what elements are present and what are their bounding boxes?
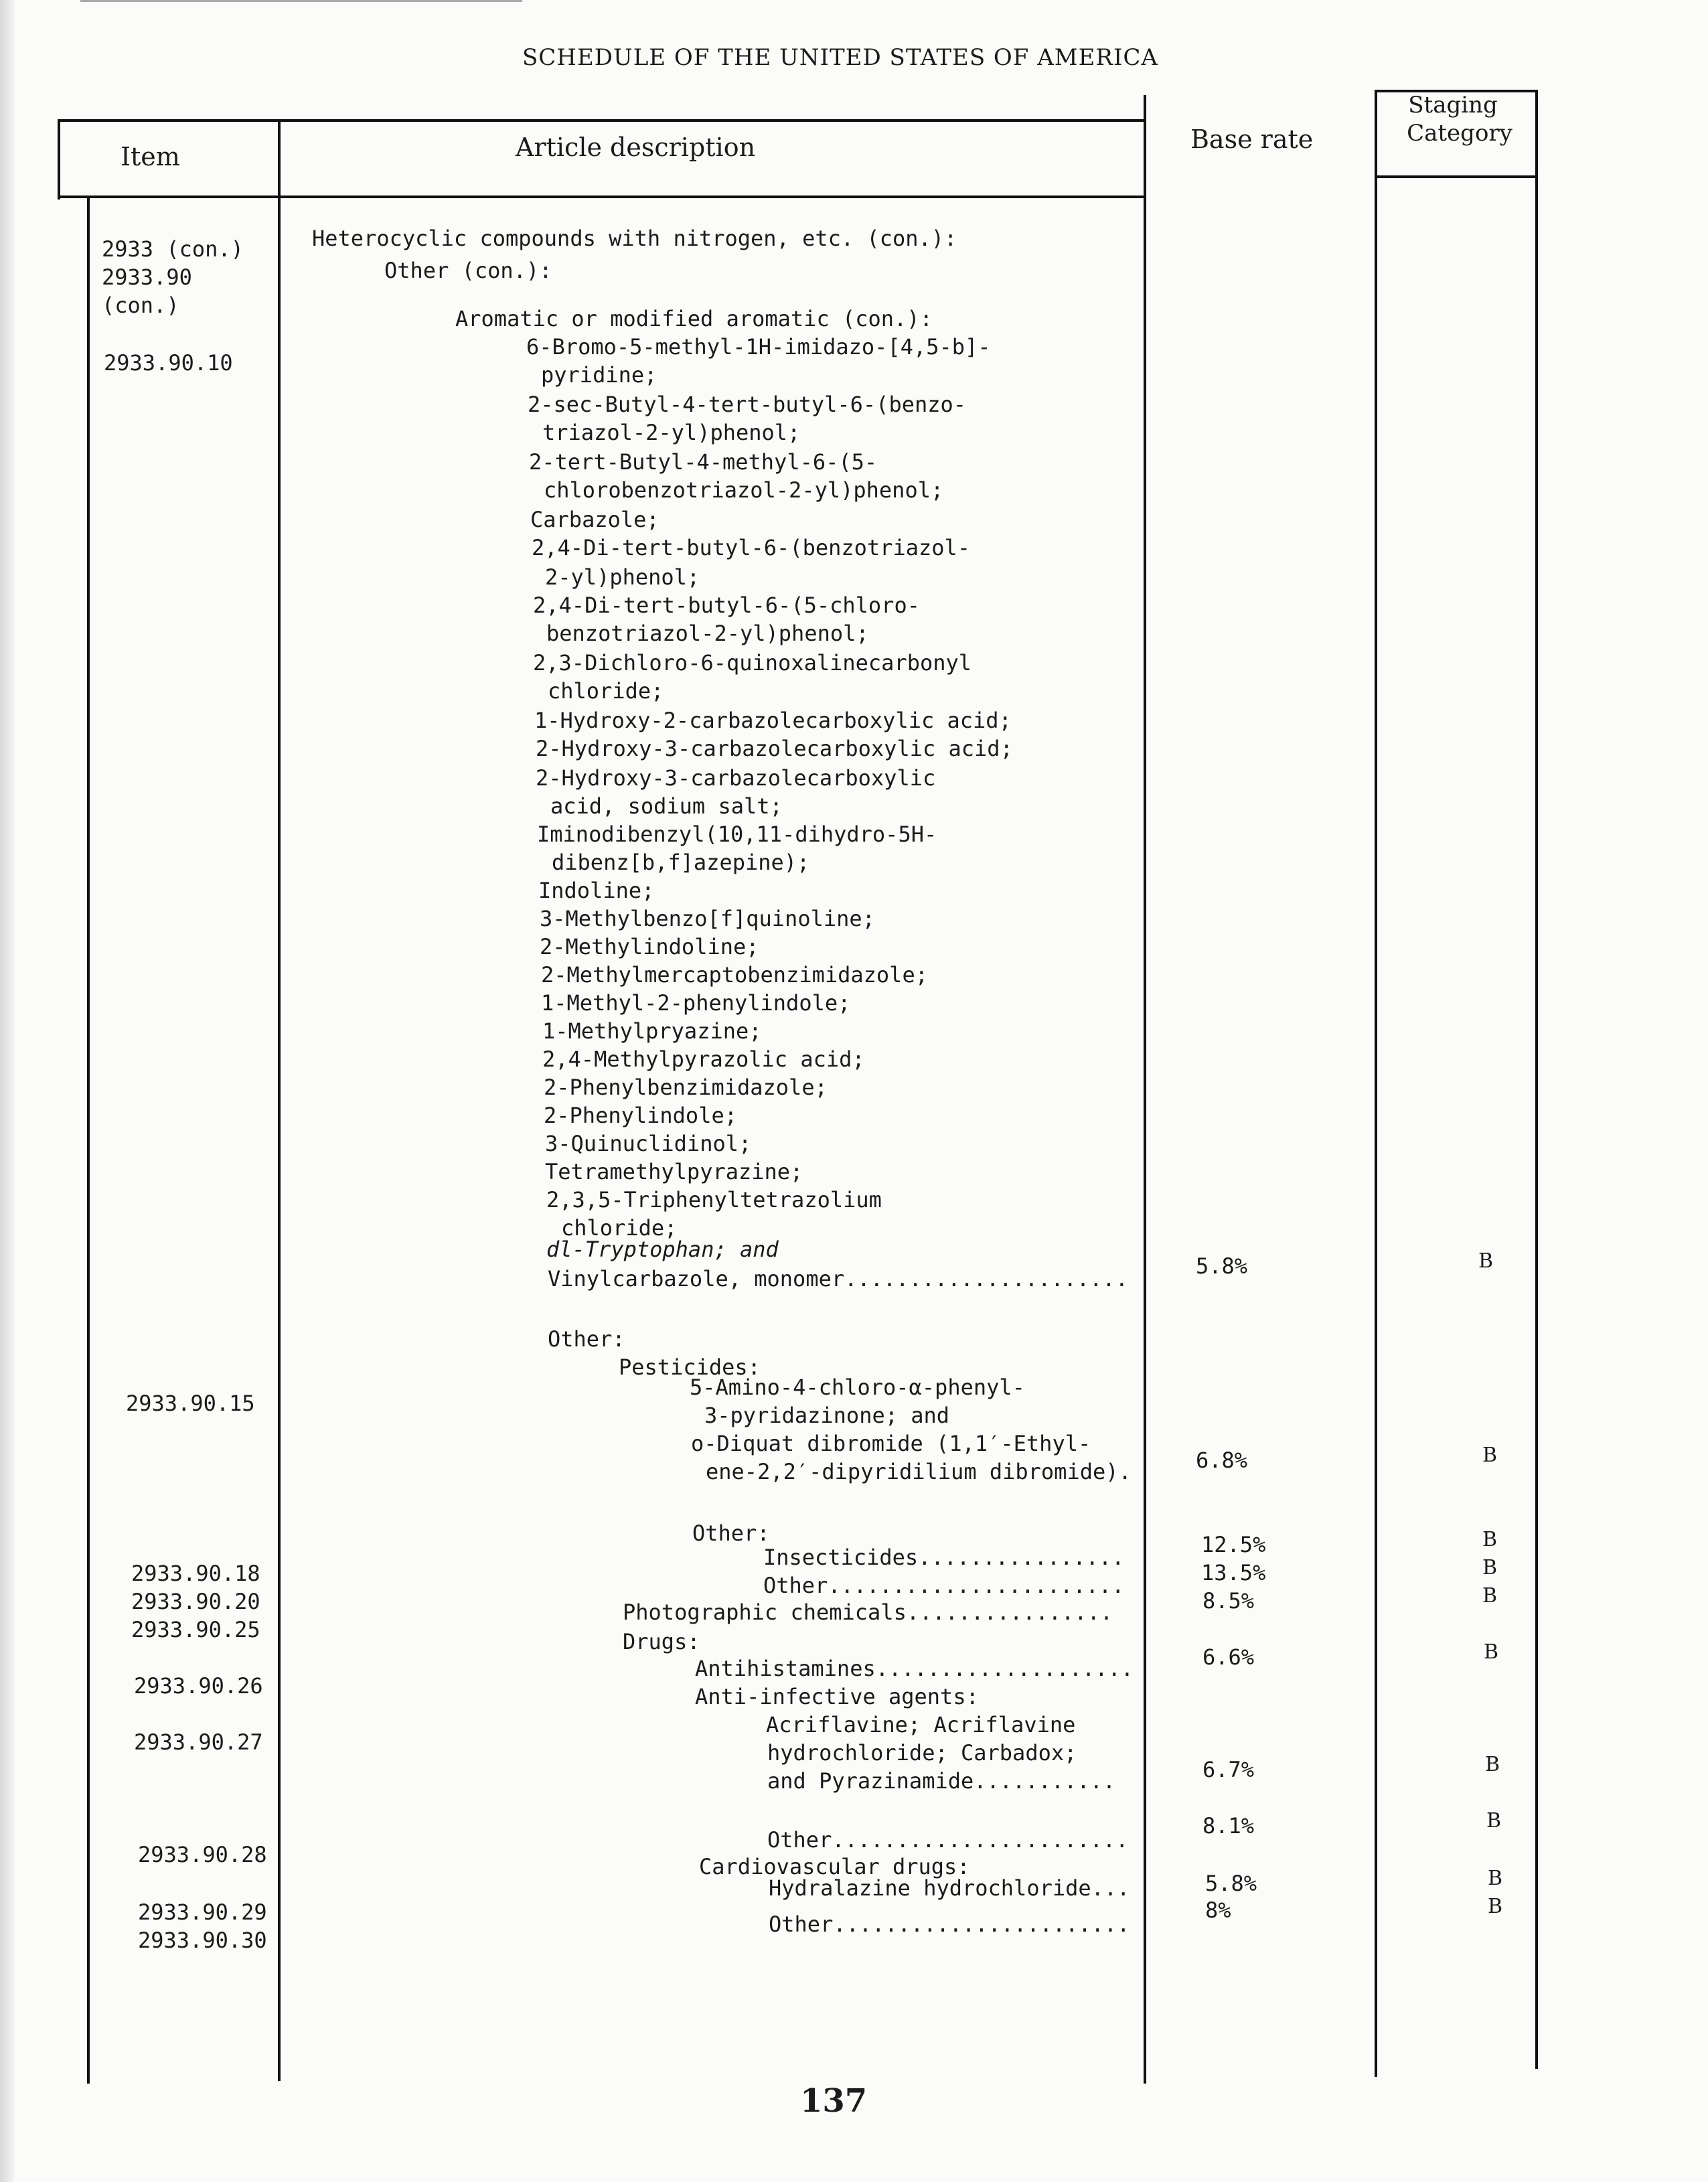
description-line: chloride; — [561, 1215, 678, 1241]
description-line: 2-Methylindoline; — [540, 934, 759, 959]
col-line-left — [58, 119, 60, 200]
item-number: 2933.90.28 — [138, 1842, 267, 1867]
description-line: dibenz[b,f]azepine); — [552, 850, 810, 875]
description-line: Anti-infective agents: — [695, 1684, 979, 1709]
description-line: 3-Methylbenzo[f]quinoline; — [540, 906, 875, 931]
base-rate-value: 13.5% — [1201, 1560, 1266, 1585]
staging-category: B — [1486, 1809, 1502, 1833]
page-title: SCHEDULE OF THE UNITED STATES OF AMERICA — [522, 44, 1158, 71]
description-line: ene-2,2′-dipyridilium dibromide). — [706, 1459, 1132, 1484]
description-line: Tetramethylpyrazine; — [545, 1159, 803, 1184]
description-line: Acriflavine; Acriflavine — [766, 1712, 1076, 1737]
description-line: and Pyrazinamide........... — [767, 1768, 1116, 1794]
staging-category: B — [1485, 1753, 1500, 1776]
table-top-border — [58, 119, 1146, 122]
header-item: Item — [121, 142, 180, 171]
base-rate-value: 8% — [1205, 1897, 1231, 1923]
description-line: Antihistamines.................... — [695, 1656, 1134, 1681]
base-rate-value: 8.5% — [1202, 1588, 1255, 1614]
item-number: 2933.90.15 — [126, 1391, 255, 1416]
description-line: 2-Phenylindole; — [544, 1103, 737, 1128]
base-rate-value: 8.1% — [1202, 1813, 1255, 1839]
col-line-desc — [1144, 95, 1146, 2084]
item-number: (con.) — [102, 293, 179, 318]
item-number: 2933.90.10 — [104, 350, 233, 376]
description-line: Cardiovascular drugs: — [699, 1854, 970, 1879]
description-line: Other....................... — [763, 1573, 1125, 1598]
description-line: 1-Methylpryazine; — [542, 1018, 762, 1044]
col-line-left-body — [87, 198, 90, 2084]
description-line: 1-Methyl-2-phenylindole; — [541, 990, 851, 1016]
description-line: 2-Methylmercaptobenzimidazole; — [541, 962, 928, 988]
col-line-right — [1535, 90, 1538, 2069]
base-rate-value: 12.5% — [1201, 1532, 1266, 1557]
description-line: Aromatic or modified aromatic (con.): — [455, 306, 933, 331]
description-line: 2,4-Di-tert-butyl-6-(benzotriazol- — [532, 535, 971, 560]
description-line: chlorobenzotriazol-2-yl)phenol; — [544, 477, 944, 503]
description-line: benzotriazol-2-yl)phenol; — [546, 621, 869, 646]
base-rate-value: 5.8% — [1196, 1253, 1248, 1279]
description-line: Other (con.): — [384, 258, 552, 283]
item-number: 2933 (con.) — [102, 236, 244, 262]
col-line-rate — [1375, 90, 1377, 2077]
description-line: 2,3-Dichloro-6-quinoxalinecarbonyl — [533, 650, 972, 676]
header-base-rate: Base rate — [1190, 125, 1314, 154]
description-line: hydrochloride; Carbadox; — [767, 1740, 1077, 1766]
staging-category: B — [1482, 1528, 1498, 1551]
description-line: Indoline; — [538, 878, 655, 903]
description-line: acid, sodium salt; — [550, 793, 783, 819]
item-number: 2933.90.30 — [138, 1928, 267, 1953]
description-line: 1-Hydroxy-2-carbazolecarboxylic acid; — [534, 708, 1012, 733]
description-line: 2-Hydroxy-3-carbazolecarboxylic acid; — [536, 736, 1013, 761]
description-line: dl-Tryptophan; and — [546, 1237, 779, 1262]
description-line: Other: — [692, 1521, 770, 1546]
description-line: 2-sec-Butyl-4-tert-butyl-6-(benzo- — [528, 392, 967, 417]
staging-category: B — [1488, 1867, 1503, 1890]
description-line: Carbazole; — [530, 507, 659, 532]
description-line: Iminodibenzyl(10,11-dihydro-5H- — [537, 822, 937, 847]
base-rate-value: 5.8% — [1205, 1871, 1257, 1896]
item-number: 2933.90 — [102, 264, 192, 290]
staging-category: B — [1482, 1584, 1498, 1608]
description-line: Photographic chemicals................ — [623, 1600, 1113, 1625]
description-line: 2-yl)phenol; — [545, 564, 700, 590]
item-number: 2933.90.29 — [138, 1899, 267, 1925]
col-line-item — [278, 119, 281, 2081]
staging-category: B — [1478, 1249, 1494, 1273]
description-line: 2-Hydroxy-3-carbazolecarboxylic — [536, 765, 936, 791]
base-rate-value: 6.8% — [1196, 1448, 1248, 1473]
description-line: Heterocyclic compounds with nitrogen, etc. (con.): — [312, 226, 957, 251]
header-bottom-border — [58, 196, 1146, 198]
description-line: o-Diquat dibromide (1,1′-Ethyl- — [691, 1431, 1091, 1456]
header-description: Article description — [516, 133, 756, 162]
item-number: 2933.90.26 — [134, 1673, 263, 1699]
description-line: Insecticides................ — [763, 1545, 1125, 1570]
staging-category: B — [1488, 1895, 1503, 1918]
description-line: 2-Phenylbenzimidazole; — [544, 1075, 828, 1100]
description-line: Other: — [548, 1326, 625, 1352]
staging-category: B — [1484, 1640, 1499, 1664]
description-line: 2,3,5-Triphenyltetrazolium — [546, 1187, 882, 1213]
description-line: 3-pyridazinone; and — [704, 1403, 950, 1428]
description-line: Other....................... — [769, 1912, 1130, 1937]
description-line: Pesticides: — [619, 1354, 761, 1380]
description-line: pyridine; — [541, 362, 657, 388]
description-line: 2,4-Methylpyrazolic acid; — [542, 1046, 865, 1072]
description-line: Drugs: — [623, 1629, 700, 1654]
header-staging: Staging — [1408, 92, 1498, 119]
base-rate-value: 6.6% — [1202, 1644, 1255, 1670]
description-line: 5-Amino-4-chloro-α-phenyl- — [690, 1375, 1025, 1400]
description-line: 2-tert-Butyl-4-methyl-6-(5- — [529, 449, 878, 475]
staging-category: B — [1482, 1444, 1498, 1467]
staging-header-bottom — [1376, 175, 1537, 178]
description-line: triazol-2-yl)phenol; — [542, 420, 801, 445]
item-number: 2933.90.25 — [131, 1617, 260, 1642]
item-number: 2933.90.27 — [134, 1729, 263, 1755]
item-number: 2933.90.20 — [131, 1589, 260, 1614]
staging-category: B — [1482, 1556, 1498, 1579]
item-number: 2933.90.18 — [131, 1561, 260, 1586]
header-category: Category — [1407, 120, 1512, 147]
description-line: Vinylcarbazole, monomer...................... — [548, 1266, 1128, 1292]
description-line: Other....................... — [767, 1827, 1129, 1853]
base-rate-value: 6.7% — [1202, 1757, 1255, 1782]
description-line: 2,4-Di-tert-butyl-6-(5-chloro- — [533, 593, 920, 618]
description-line: chloride; — [548, 678, 664, 704]
description-line: 3-Quinuclidinol; — [545, 1131, 752, 1156]
description-line: Hydralazine hydrochloride... — [769, 1875, 1130, 1901]
scan-top-mark — [80, 0, 522, 2]
page-number: 137 — [800, 2082, 868, 2120]
scan-edge — [0, 0, 15, 2182]
description-line: 6-Bromo-5-methyl-1H-imidazo-[4,5-b]- — [526, 334, 991, 360]
